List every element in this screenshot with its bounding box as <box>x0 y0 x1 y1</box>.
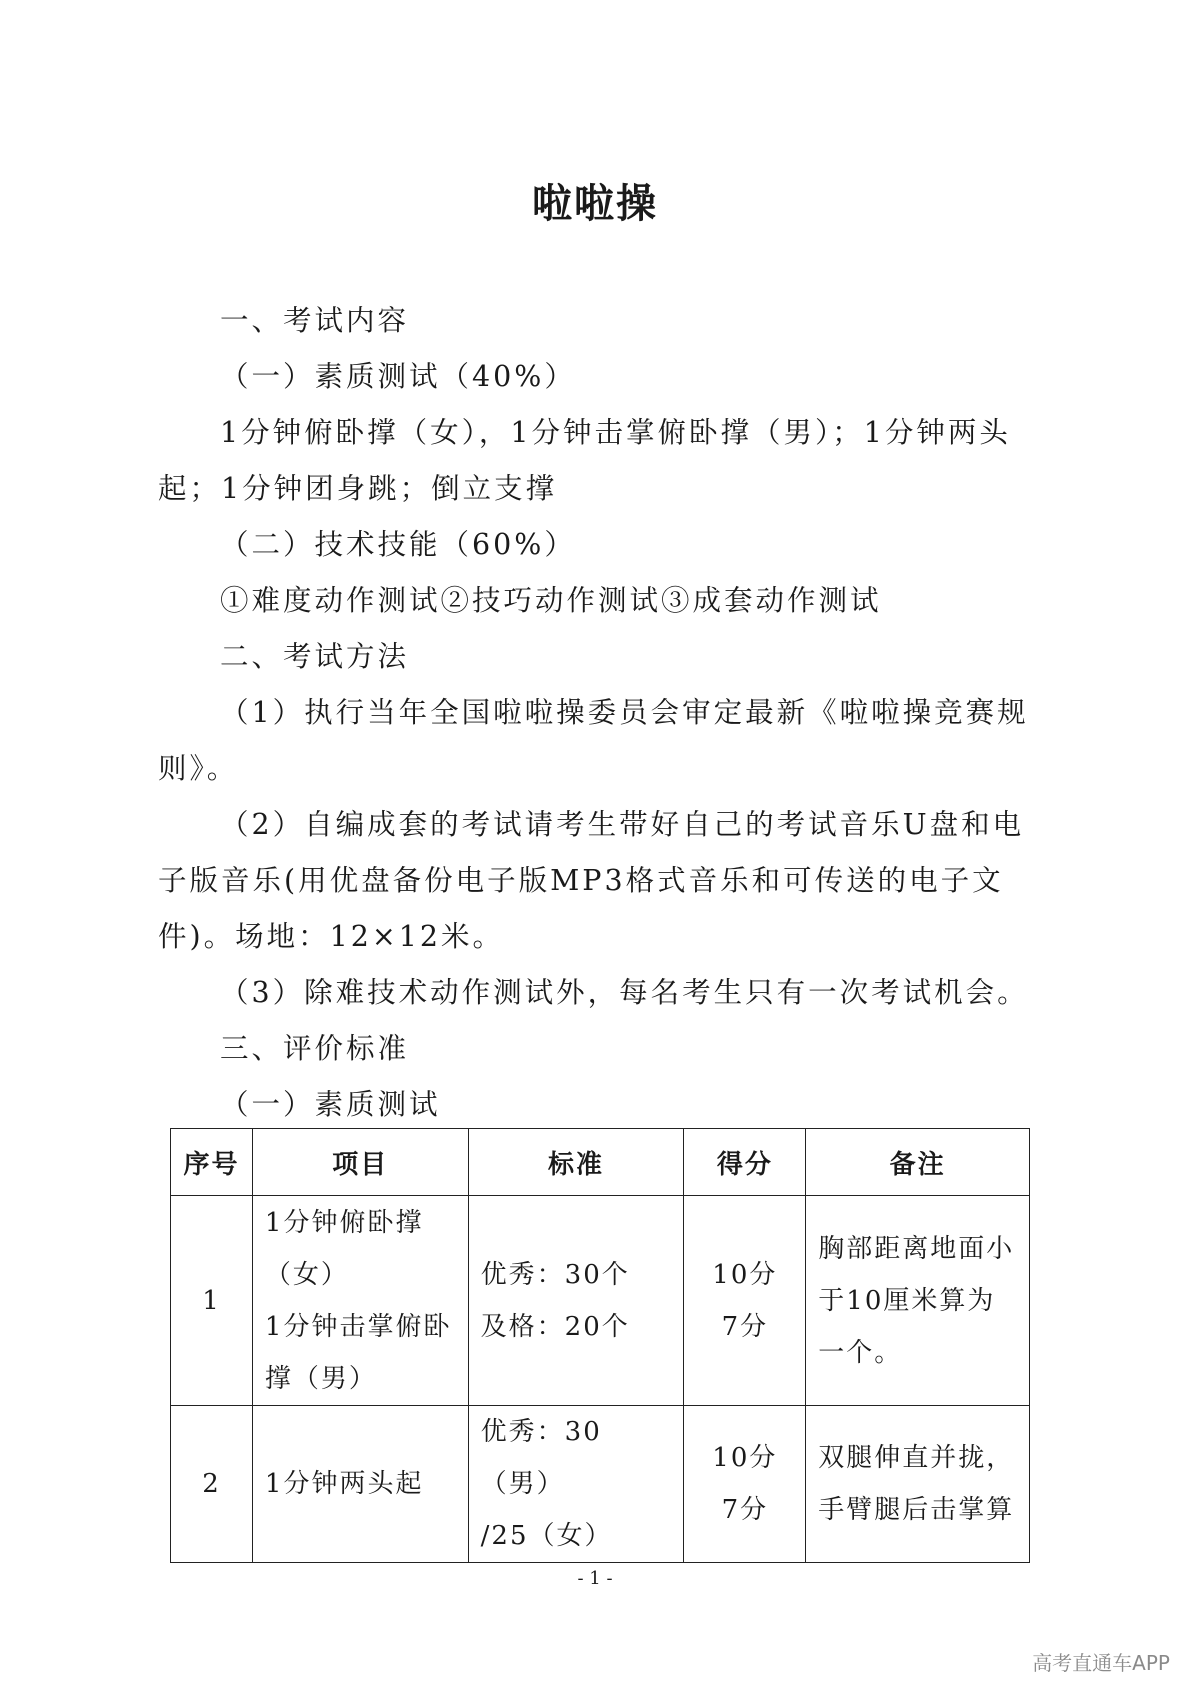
row-score <box>684 1406 806 1563</box>
subsection-technical-skills: （二）技术技能（60%） <box>220 528 576 561</box>
page-number: - 1 - <box>577 1568 613 1589</box>
row-score-line: 7分 <box>721 1311 769 1342</box>
row-standard-line: 优秀：30个 <box>480 1259 630 1290</box>
paragraph-method-1: （1）执行当年全国啦啦操委员会审定最新《啦啦操竞赛规则》。 <box>158 696 1029 785</box>
header-no: 序号 <box>171 1129 253 1196</box>
row-note <box>806 1196 1030 1406</box>
subsection-fitness-test-criteria: （一）素质测试 <box>220 1088 441 1121</box>
row-item <box>252 1406 468 1563</box>
row-score <box>684 1196 806 1406</box>
header-item: 项目 <box>252 1129 468 1196</box>
section-heading-evaluation: 三、评价标准 <box>220 1032 410 1065</box>
row-standard-line: 优秀：30（男） <box>480 1417 602 1499</box>
row-standard-line: /25（女） <box>480 1521 613 1551</box>
header-score: 得分 <box>684 1129 806 1196</box>
row-no: 1 <box>171 1196 253 1406</box>
row-score-line: 10分 <box>712 1259 778 1290</box>
table-header-row <box>171 1129 1030 1196</box>
table-row <box>171 1406 1030 1563</box>
watermark: 高考直通车APP <box>1032 1651 1170 1675</box>
row-score-line: 10分 <box>712 1443 778 1473</box>
row-item-line: （女） <box>264 1259 349 1290</box>
section-heading-exam-content: 一、考试内容 <box>220 304 410 337</box>
row-note-line: 一个。 <box>818 1337 903 1368</box>
row-standard <box>468 1196 684 1406</box>
header-note: 备注 <box>806 1129 1030 1196</box>
paragraph-skill-items: ①难度动作测试②技巧动作测试③成套动作测试 <box>220 584 882 617</box>
row-note-line: 双腿伸直并拢， <box>818 1443 1015 1473</box>
row-score-line: 7分 <box>721 1495 769 1525</box>
paragraph-method-3: （3）除难技术动作测试外，每名考生只有一次考试机会。 <box>220 976 1029 1009</box>
row-item-line: 1分钟两头起 <box>264 1469 424 1499</box>
row-note <box>806 1406 1030 1563</box>
row-no: 2 <box>171 1406 253 1563</box>
document-title: 啦啦操 <box>532 181 658 227</box>
fitness-score-table <box>170 1128 1030 1563</box>
row-item-line: 撑（男） <box>264 1363 377 1394</box>
row-standard <box>468 1406 684 1563</box>
row-note-line: 于10厘米算为 <box>818 1285 996 1316</box>
row-standard-line: 及格：20个 <box>480 1311 630 1342</box>
section-heading-exam-method: 二、考试方法 <box>220 640 410 673</box>
row-note-line: 手臂腿后击掌算 <box>818 1495 1015 1525</box>
row-note-line: 胸部距离地面小 <box>818 1233 1015 1264</box>
row-item <box>252 1196 468 1406</box>
paragraph-method-2: （2）自编成套的考试请考生带好自己的考试音乐U盘和电子版音乐(用优盘备份电子版MP3格式音乐和可传送的电子文件)。场地：12×12米。 <box>158 808 1025 953</box>
table-row <box>171 1196 1030 1406</box>
paragraph-fitness-items: 1分钟俯卧撑（女），1分钟击掌俯卧撑（男）；1分钟两头起；1分钟团身跳；倒立支撑 <box>158 416 1011 505</box>
header-standard: 标准 <box>468 1129 684 1196</box>
document-body <box>158 293 1038 1133</box>
row-item-line: 1分钟俯卧撑 <box>264 1207 424 1238</box>
row-item-line: 1分钟击掌俯卧 <box>264 1311 452 1342</box>
subsection-fitness-test: （一）素质测试（40%） <box>220 360 576 393</box>
